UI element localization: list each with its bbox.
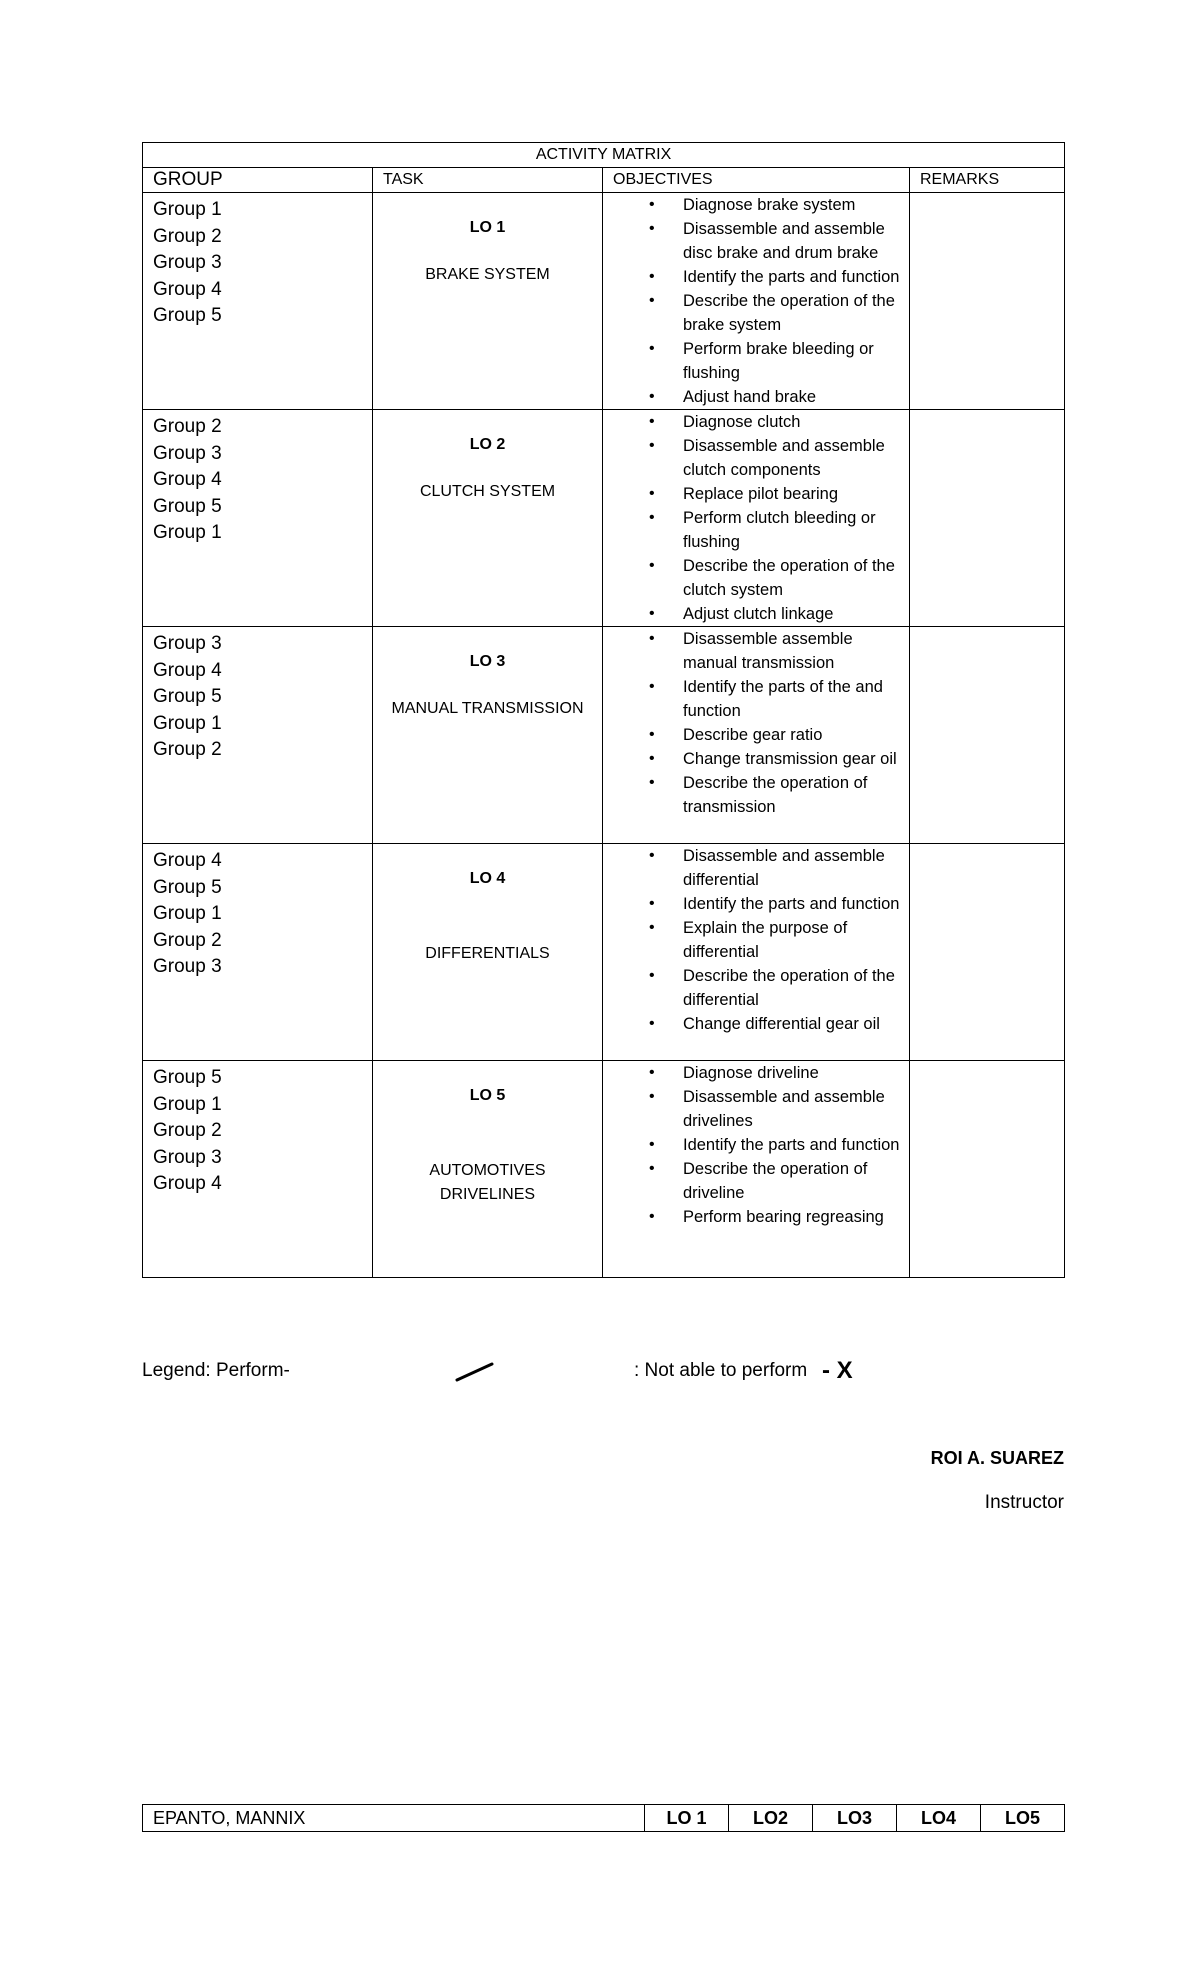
group-list xyxy=(143,410,372,547)
matrix-title-row xyxy=(143,143,1065,168)
task-cell xyxy=(373,1061,603,1278)
remarks-cell[interactable] xyxy=(910,193,1065,410)
student-lo-3[interactable]: LO3 xyxy=(813,1805,897,1832)
objectives-cell xyxy=(603,193,910,410)
student-lo-4[interactable]: LO4 xyxy=(897,1805,981,1832)
objective-item: • Diagnose clutch xyxy=(683,410,903,434)
group-name: Group 4 xyxy=(153,659,222,681)
objective-item: • Diagnose brake system xyxy=(683,193,903,217)
legend-x-mark: - X xyxy=(822,1357,853,1384)
remarks-cell[interactable] xyxy=(910,1061,1065,1278)
group-name: Group 4 xyxy=(153,850,222,871)
objective-item: • Change transmission gear oil xyxy=(683,747,903,771)
objective-item: • Adjust clutch linkage xyxy=(683,602,903,626)
objective-item: • Disassemble and assemble clutch components xyxy=(683,434,903,482)
task-name: DIFFERENTIALS xyxy=(425,945,550,962)
group-list xyxy=(143,627,372,764)
learning-outcome-label: LO 1 xyxy=(469,219,506,236)
group-name: Group 5 xyxy=(153,1067,222,1088)
group-list xyxy=(143,1061,372,1198)
group-name: Group 3 xyxy=(153,252,222,274)
objectives-list xyxy=(603,1061,909,1229)
objectives-cell xyxy=(603,844,910,1061)
objective-item: • Identify the parts and function xyxy=(683,1133,903,1157)
group-name: Group 5 xyxy=(153,876,222,898)
matrix-title: ACTIVITY MATRIX xyxy=(143,143,1065,168)
task-name: AUTOMOTIVES DRIVELINES xyxy=(429,1162,546,1203)
group-name: Group 3 xyxy=(153,956,222,978)
objective-item: • Disassemble assemble manual transmission xyxy=(683,627,903,675)
legend-perform-label: Legend: Perform- xyxy=(142,1360,290,1381)
group-list xyxy=(143,844,372,981)
objectives-cell xyxy=(603,410,910,627)
objective-item: • Describe gear ratio xyxy=(683,723,903,747)
remarks-cell[interactable] xyxy=(910,627,1065,844)
objectives-list xyxy=(603,844,909,1036)
group-cell xyxy=(143,844,373,1061)
group-name: Group 5 xyxy=(153,686,222,708)
learning-outcome-label: LO 4 xyxy=(469,870,506,887)
student-row xyxy=(143,1805,1065,1832)
objective-item: • Replace pilot bearing xyxy=(683,482,903,506)
task-name: MANUAL TRANSMISSION xyxy=(391,700,584,717)
header-objectives: OBJECTIVES xyxy=(603,168,910,193)
activity-matrix-table xyxy=(142,142,1065,1278)
matrix-header-row xyxy=(143,168,1065,193)
group-cell xyxy=(143,1061,373,1278)
objective-item: • Perform bearing regreasing xyxy=(683,1205,903,1229)
matrix-row-lo-1 xyxy=(143,193,1065,410)
objective-item: • Describe the operation of driveline xyxy=(683,1157,903,1205)
legend-not-perform-label: : Not able to perform xyxy=(634,1360,808,1381)
objectives-list xyxy=(603,627,909,819)
learning-outcome-label: LO 3 xyxy=(469,653,506,670)
check-slash-icon xyxy=(454,1360,496,1384)
group-name: Group 1 xyxy=(153,903,222,925)
objective-item: • Describe the operation of the brake system xyxy=(683,289,903,337)
remarks-cell[interactable] xyxy=(910,410,1065,627)
group-name: Group 2 xyxy=(153,225,222,247)
group-name: Group 4 xyxy=(153,278,222,300)
objective-item: • Change differential gear oil xyxy=(683,1012,903,1036)
group-name: Group 4 xyxy=(153,1173,222,1195)
group-name: Group 1 xyxy=(153,1093,222,1115)
student-lo-1[interactable]: LO 1 xyxy=(645,1805,729,1832)
matrix-row-lo-2 xyxy=(143,410,1065,627)
task-name: CLUTCH SYSTEM xyxy=(419,483,556,500)
group-cell xyxy=(143,193,373,410)
objective-item: • Perform clutch bleeding or flushing xyxy=(683,506,903,554)
objectives-cell xyxy=(603,1061,910,1278)
objective-item: • Identify the parts and function xyxy=(683,265,903,289)
objectives-list xyxy=(603,410,909,626)
task-name: BRAKE SYSTEM xyxy=(425,266,550,283)
objectives-cell xyxy=(603,627,910,844)
group-name: Group 4 xyxy=(153,469,222,491)
header-task: TASK xyxy=(373,168,603,193)
student-name: EPANTO, MANNIX xyxy=(143,1805,645,1832)
group-name: Group 2 xyxy=(153,929,222,951)
objective-item: • Disassemble and assemble differential xyxy=(683,844,903,892)
matrix-row-lo-5 xyxy=(143,1061,1065,1278)
header-group: GROUP xyxy=(143,168,373,193)
student-lo-2[interactable]: LO2 xyxy=(729,1805,813,1832)
objective-item: • Adjust hand brake xyxy=(683,385,903,409)
objective-item: • Identify the parts of the and function xyxy=(683,675,903,723)
student-record-table xyxy=(142,1804,1065,1832)
objective-item: • Disassemble and assemble drivelines xyxy=(683,1085,903,1133)
objective-item: • Diagnose driveline xyxy=(683,1061,903,1085)
task-cell xyxy=(373,193,603,410)
student-lo-5[interactable]: LO5 xyxy=(981,1805,1065,1832)
objectives-list xyxy=(603,193,909,409)
task-cell xyxy=(373,627,603,844)
learning-outcome-label: LO 2 xyxy=(469,436,506,453)
objective-item: • Disassemble and assemble disc brake and drum brake xyxy=(683,217,903,265)
group-name: Group 1 xyxy=(153,522,222,544)
group-name: Group 3 xyxy=(153,1146,222,1168)
objective-item: • Describe the operation of transmission xyxy=(683,771,903,819)
objective-item: • Identify the parts and function xyxy=(683,892,903,916)
group-cell xyxy=(143,627,373,844)
group-list xyxy=(143,193,372,330)
group-name: Group 2 xyxy=(153,1120,222,1142)
task-cell xyxy=(373,410,603,627)
remarks-cell[interactable] xyxy=(910,844,1065,1061)
group-name: Group 1 xyxy=(153,199,222,220)
group-name: Group 3 xyxy=(153,442,222,464)
matrix-row-lo-4 xyxy=(143,844,1065,1061)
learning-outcome-label: LO 5 xyxy=(469,1087,506,1104)
header-remarks: REMARKS xyxy=(910,168,1065,193)
instructor-role: Instructor xyxy=(984,1492,1064,1513)
instructor-name: ROI A. SUAREZ xyxy=(930,1448,1064,1468)
group-cell xyxy=(143,410,373,627)
task-cell xyxy=(373,844,603,1061)
objective-item: • Describe the operation of the clutch system xyxy=(683,554,903,602)
group-name: Group 5 xyxy=(153,495,222,517)
group-name: Group 2 xyxy=(153,739,222,761)
objective-item: • Explain the purpose of differential xyxy=(683,916,903,964)
objective-item: • Describe the operation of the differential xyxy=(683,964,903,1012)
group-name: Group 5 xyxy=(153,305,222,327)
group-name: Group 1 xyxy=(153,712,222,734)
group-name: Group 3 xyxy=(153,633,222,654)
matrix-row-lo-3 xyxy=(143,627,1065,844)
legend xyxy=(142,1356,1064,1386)
objective-item: • Perform brake bleeding or flushing xyxy=(683,337,903,385)
group-name: Group 2 xyxy=(153,416,222,437)
